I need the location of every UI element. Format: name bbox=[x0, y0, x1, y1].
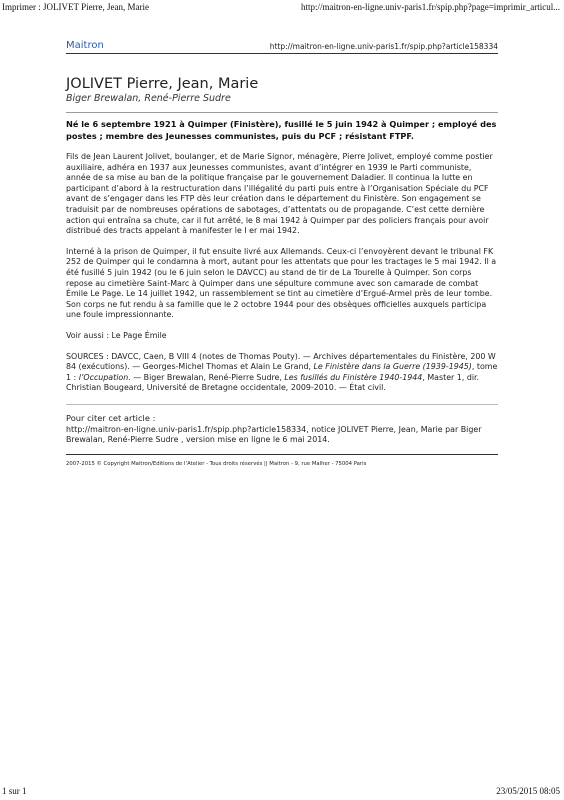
title-divider bbox=[66, 112, 498, 113]
citation-text: http://maitron-en-ligne.univ-paris1.fr/spip.php?article158334, notice JOLIVET Pierre, Jean, Marie par Biger Brewalan, René-Pierre Sudre , version mise en ligne le 6 mai 2014. bbox=[66, 424, 482, 445]
article-sources bbox=[66, 352, 498, 394]
article-paragraph-2: Interné à la prison de Quimper, il fut ensuite livré aux Allemands. Ceux-ci l’envoyèrent devant le tribunal FK 252 de Quimper qui le condamna à mort, autant pour les attentats que pour les tractages le 5 mai 1942. Il a été fusillé 5 juin 1942 (ou le 6 juin selon le DAVCC) au stand de tir de La Tourelle à Quimper. Son corps repose au cimetière Saint-Marc à Quimper dans une sépulture commune avec son camarade de combat Émile Le Page. Le 14 juillet 1942, un rassemblement se tint au cimetière d’Ergué-Armel près de leur tombe. Son corps ne fut rendu à sa famille que le 2 octobre 1944 pour des obsèques officielles auxquels participa une foule impressionnante. bbox=[66, 246, 497, 320]
sources-text-3: . — Biger Brewalan, René-Pierre Sudre, bbox=[128, 372, 285, 382]
article-url: http://maitron-en-ligne.univ-paris1.fr/spip.php?article158334 bbox=[269, 42, 498, 51]
print-header-title: Imprimer : JOLIVET Pierre, Jean, Marie bbox=[2, 2, 150, 12]
sources-title-3: Les fusillés du Finistère 1940-1944 bbox=[284, 372, 423, 382]
site-name-link[interactable]: Maitron bbox=[66, 40, 104, 51]
article-authors: Biger Brewalan, René-Pierre Sudre bbox=[66, 93, 231, 104]
sources-text-1: SOURCES : DAVCC, Caen, B VIII 4 (notes de Thomas Pouty). — Archives départementales du Finistère, 200 W 84 (exécutions). — Georges-Michel Thomas et Alain Le Grand, bbox=[66, 351, 496, 372]
site-header bbox=[66, 40, 498, 54]
article-title: JOLIVET Pierre, Jean, Marie bbox=[66, 76, 259, 92]
sources-text-2: , tome 1 : bbox=[66, 362, 498, 382]
article-lead: Né le 6 septembre 1921 à Quimper (Finistère), fusillé le 5 juin 1942 à Quimper ; employé des postes ; membre des Jeunesses communistes, puis du PCF ; résistant FTPF. bbox=[66, 119, 497, 141]
copyright-footer: 2007-2015 © Copyright Maitron/Editions de l’Atelier - Tous droits réservés || Maitron - 9, rue Malher - 75004 Paris bbox=[66, 454, 498, 467]
print-footer-timestamp: 23/05/2015 08:05 bbox=[496, 786, 560, 796]
citation-divider bbox=[66, 404, 498, 405]
print-header-url: http://maitron-en-ligne.univ-paris1.fr/spip.php?page=imprimir_articul... bbox=[300, 2, 560, 12]
sources-title-1: Le Finistère dans la Guerre (1939-1945) bbox=[313, 362, 472, 372]
sources-title-2: l’Occupation bbox=[78, 372, 129, 382]
sources-text-4: , Master 1, dir. Christian Bougeard, Université de Bretagne occidentale, 2009-2010. — État civil. bbox=[66, 372, 480, 393]
article-paragraph-1: Fils de Jean Laurent Jolivet, boulanger, et de Marie Signor, ménagère, Pierre Jolivet, employé comme postier auxiliaire, adhéra en 1937 aux Jeunesses communistes, avant d’intégrer en 1939 le Parti communiste, année de sa mise au ban de la politique française par le gouvernement Daladier. Il continua la lutte en participant d’abord à la restructuration dans l’illégalité du parti puis entre à l’Organisation Spéciale du PCF avant de s’engager dans les FTP dès leur création dans le département du Finistère. Son engagement se traduisit par de nombreuses opérations de sabotages, d’attentats ou de propagande. C’est cette dernière action qui entraîna sa chute, car il fut arrêté, le 8 mai 1942 à Quimper par des policiers français pour avoir distribué des tracts appelant à manifester le I er mai 1942. bbox=[66, 152, 493, 236]
article-page bbox=[66, 40, 498, 467]
print-footer-page-count: 1 sur 1 bbox=[2, 786, 27, 796]
see-also-link[interactable]: Voir aussi : Le Page Émile bbox=[66, 330, 167, 340]
citation-heading: Pour citer cet article : bbox=[66, 412, 156, 423]
